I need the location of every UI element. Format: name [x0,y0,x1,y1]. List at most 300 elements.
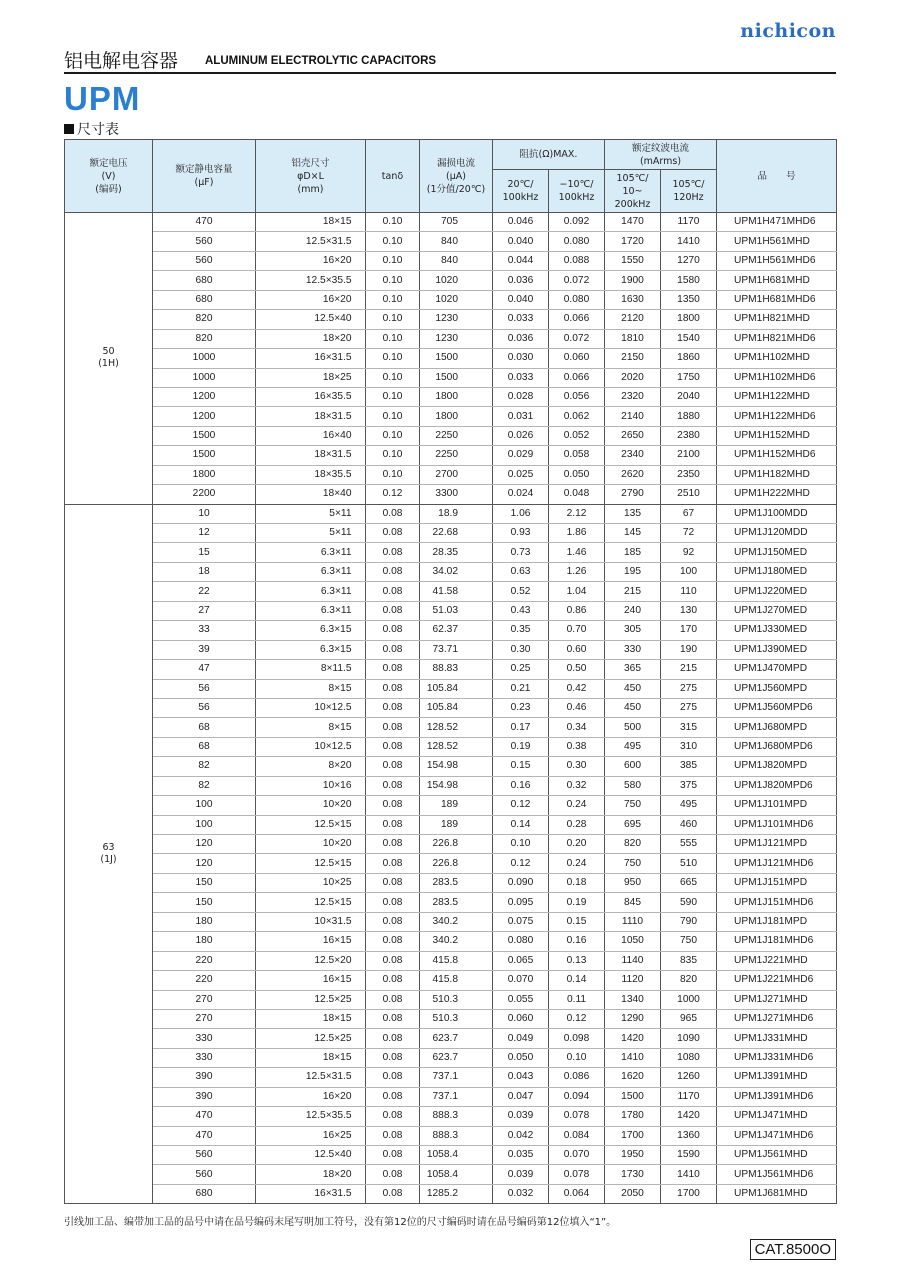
tan-delta-cell: 0.08 [366,1146,420,1165]
tan-delta-cell: 0.08 [366,621,420,640]
impedance-20c-cell: 0.070 [493,971,549,990]
part-number-cell: UPM1H821MHD6 [717,329,837,348]
case-size-cell-value: 16×20 [322,255,352,267]
tan-delta-cell: 0.08 [366,1029,420,1048]
capacitance-cell: 820 [153,310,256,329]
part-number-cell: UPM1H122MHD6 [717,407,837,426]
ripple-hf-cell: 240 [605,601,661,620]
ripple-120hz-cell: 100 [661,562,717,581]
impedance-minus10c-cell: 0.058 [549,446,605,465]
tan-delta-cell: 0.08 [366,504,420,523]
impedance-20c-cell: 0.025 [493,465,549,484]
table-row [65,349,837,368]
leakage-cell: 888.3 [420,1107,493,1126]
impedance-minus10c-cell: 0.072 [549,271,605,290]
impedance-20c-cell: 0.090 [493,873,549,892]
case-size-cell [256,621,366,640]
impedance-minus10c-cell: 2.12 [549,504,605,523]
table-row [65,271,837,290]
leakage-cell: 510.3 [420,990,493,1009]
impedance-minus10c-cell: 0.10 [549,1048,605,1067]
leakage-cell: 1230 [420,329,493,348]
impedance-20c-cell: 0.080 [493,932,549,951]
leakage-cell: 510.3 [420,1009,493,1028]
capacitance-cell: 270 [153,990,256,1009]
col-case-size: 铝壳尺寸 φD×L (mm) [256,140,366,213]
impedance-minus10c-cell: 0.088 [549,251,605,270]
capacitance-cell: 12 [153,524,256,543]
impedance-minus10c-cell: 0.60 [549,640,605,659]
part-number-cell: UPM1J121MHD6 [717,854,837,873]
impedance-minus10c-cell: 0.066 [549,310,605,329]
part-number-cell: UPM1H122MHD [717,387,837,406]
impedance-20c-cell: 0.029 [493,446,549,465]
leakage-cell: 705 [420,213,493,232]
case-size-cell [256,271,366,290]
table-row [65,932,837,951]
tan-delta-cell: 0.10 [366,387,420,406]
tan-delta-cell: 0.08 [366,990,420,1009]
part-number-cell: UPM1J181MHD6 [717,932,837,951]
case-size-cell [256,912,366,931]
part-number-cell: UPM1J820MPD6 [717,776,837,795]
capacitance-cell: 180 [153,932,256,951]
table-row [65,698,837,717]
case-size-cell-value: 8×15 [328,721,352,733]
case-size-cell-value: 12.5×35.5 [305,1110,352,1122]
tan-delta-cell: 0.08 [366,971,420,990]
col-part-number: 品 号 [717,140,837,213]
leakage-cell: 22.68 [420,524,493,543]
impedance-20c-cell: 0.43 [493,601,549,620]
col-tan-delta: tanδ [366,140,420,213]
capacitance-cell: 330 [153,1029,256,1048]
leakage-cell: 623.7 [420,1029,493,1048]
impedance-minus10c-cell: 0.24 [549,796,605,815]
impedance-minus10c-cell: 0.092 [549,213,605,232]
ripple-hf-cell: 1700 [605,1126,661,1145]
leakage-cell: 226.8 [420,854,493,873]
ripple-120hz-cell: 1170 [661,213,717,232]
ripple-120hz-cell: 2040 [661,387,717,406]
impedance-20c-cell: 0.049 [493,1029,549,1048]
case-size-cell [256,873,366,892]
part-number-cell: UPM1H152MHD [717,426,837,445]
case-size-cell-value: 6.3×11 [320,585,352,597]
capacitance-cell: 15 [153,543,256,562]
impedance-minus10c-cell: 0.070 [549,1146,605,1165]
impedance-minus10c-cell: 0.34 [549,718,605,737]
case-size-cell-value: 5×11 [329,527,352,539]
part-number-cell: UPM1J471MHD [717,1107,837,1126]
ripple-120hz-cell: 310 [661,737,717,756]
ripple-hf-cell: 750 [605,854,661,873]
ripple-hf-cell: 215 [605,582,661,601]
part-number-cell: UPM1J331MHD [717,1029,837,1048]
capacitance-cell: 330 [153,1048,256,1067]
case-size-cell [256,679,366,698]
tan-delta-cell: 0.08 [366,854,420,873]
part-number-cell: UPM1J681MHD [717,1184,837,1203]
square-bullet-icon [64,124,74,134]
case-size-cell [256,387,366,406]
impedance-20c-cell: 0.15 [493,757,549,776]
ripple-120hz-cell: 385 [661,757,717,776]
ripple-120hz-cell: 1860 [661,349,717,368]
case-size-cell-value: 8×20 [328,760,352,772]
capacitance-cell: 680 [153,290,256,309]
tan-delta-cell: 0.08 [366,1126,420,1145]
capacitance-cell: 22 [153,582,256,601]
impedance-minus10c-cell: 0.15 [549,912,605,931]
impedance-minus10c-cell: 0.50 [549,660,605,679]
ripple-hf-cell: 2050 [605,1184,661,1203]
table-row [65,582,837,601]
leakage-cell: 1058.4 [420,1146,493,1165]
ripple-hf-cell: 1950 [605,1146,661,1165]
col-leakage-current: 漏损电流 (μA) (1分值/20℃) [420,140,493,213]
impedance-20c-cell: 0.024 [493,485,549,504]
case-size-cell [256,796,366,815]
case-size-cell-value: 6.3×11 [320,546,352,558]
leakage-cell: 283.5 [420,893,493,912]
tan-delta-cell: 0.10 [366,213,420,232]
impedance-20c-cell: 1.06 [493,504,549,523]
capacitance-cell: 680 [153,271,256,290]
capacitance-cell: 1200 [153,407,256,426]
ripple-120hz-cell: 315 [661,718,717,737]
tan-delta-cell: 0.10 [366,349,420,368]
capacitance-cell: 470 [153,1126,256,1145]
impedance-minus10c-cell: 0.11 [549,990,605,1009]
impedance-minus10c-cell: 0.32 [549,776,605,795]
ripple-120hz-cell: 275 [661,679,717,698]
tan-delta-cell: 0.10 [366,407,420,426]
case-size-cell-value: 12.5×40 [314,1149,352,1161]
footnote: 引线加工品、编带加工品的品号中请在品号编码末尾写明加工符号，没有第12位的尺寸编码时请在品号编码第12位填入“1”。 [64,1217,617,1228]
ripple-hf-cell: 2620 [605,465,661,484]
col-ripple-105c-hf: 105℃/ 10~ 200kHz [605,170,661,213]
table-row [65,1029,837,1048]
tan-delta-cell: 0.08 [366,835,420,854]
ripple-hf-cell: 1410 [605,1048,661,1067]
capacitance-cell: 390 [153,1087,256,1106]
ripple-120hz-cell: 665 [661,873,717,892]
case-size-cell [256,1184,366,1203]
ripple-120hz-cell: 1410 [661,1165,717,1184]
table-row [65,213,837,232]
leakage-cell: 2250 [420,426,493,445]
case-size-cell [256,582,366,601]
ripple-120hz-cell: 1800 [661,310,717,329]
case-size-cell-value: 18×20 [322,332,352,344]
table-row [65,543,837,562]
capacitance-cell: 120 [153,835,256,854]
part-number-cell: UPM1J271MHD6 [717,1009,837,1028]
tan-delta-cell: 0.10 [366,446,420,465]
capacitance-cell: 82 [153,757,256,776]
tan-delta-cell: 0.10 [366,329,420,348]
leakage-cell: 840 [420,232,493,251]
table-row [65,1146,837,1165]
ripple-120hz-cell: 110 [661,582,717,601]
impedance-20c-cell: 0.047 [493,1087,549,1106]
col-ripple-105c-120hz: 105℃/ 120Hz [661,170,717,213]
table-row [65,1009,837,1028]
leakage-cell: 28.35 [420,543,493,562]
ripple-hf-cell: 2150 [605,349,661,368]
impedance-20c-cell: 0.12 [493,796,549,815]
case-size-cell [256,232,366,251]
case-size-cell [256,776,366,795]
case-size-cell-value: 18×15 [322,216,352,228]
table-row [65,329,837,348]
leakage-cell: 1285.2 [420,1184,493,1203]
part-number-cell: UPM1J101MHD6 [717,815,837,834]
impedance-20c-cell: 0.036 [493,271,549,290]
part-number-cell: UPM1H152MHD6 [717,446,837,465]
case-size-cell-value: 16×20 [322,1090,352,1102]
ripple-120hz-cell: 130 [661,601,717,620]
case-size-cell-value: 6.3×11 [320,604,352,616]
impedance-minus10c-cell: 0.080 [549,232,605,251]
part-number-cell: UPM1H222MHD [717,485,837,504]
table-row [65,524,837,543]
impedance-20c-cell: 0.060 [493,1009,549,1028]
case-size-cell-value: 10×20 [322,799,352,811]
capacitance-cell: 33 [153,621,256,640]
ripple-120hz-cell: 92 [661,543,717,562]
capacitance-cell: 27 [153,601,256,620]
capacitance-cell: 680 [153,1184,256,1203]
case-size-cell-value: 5×11 [329,507,352,519]
table-row [65,815,837,834]
part-number-cell: UPM1H681MHD [717,271,837,290]
ripple-120hz-cell: 1000 [661,990,717,1009]
ripple-hf-cell: 845 [605,893,661,912]
case-size-cell-value: 16×35.5 [314,391,352,403]
capacitance-cell: 1200 [153,387,256,406]
impedance-20c-cell: 0.19 [493,737,549,756]
impedance-minus10c-cell: 0.46 [549,698,605,717]
page-header [64,46,836,74]
leakage-cell: 415.8 [420,971,493,990]
capacitance-cell: 220 [153,951,256,970]
capacitance-cell: 1000 [153,349,256,368]
impedance-minus10c-cell: 0.086 [549,1068,605,1087]
impedance-20c-cell: 0.026 [493,426,549,445]
leakage-cell: 62.37 [420,621,493,640]
impedance-minus10c-cell: 0.24 [549,854,605,873]
case-size-cell [256,932,366,951]
case-size-cell [256,1165,366,1184]
case-size-cell [256,640,366,659]
ripple-120hz-cell: 510 [661,854,717,873]
impedance-minus10c-cell: 0.30 [549,757,605,776]
ripple-120hz-cell: 72 [661,524,717,543]
tan-delta-cell: 0.08 [366,1068,420,1087]
tan-delta-cell: 0.08 [366,718,420,737]
capacitance-cell: 1000 [153,368,256,387]
part-number-cell: UPM1J391MHD [717,1068,837,1087]
ripple-120hz-cell: 1270 [661,251,717,270]
table-row [65,757,837,776]
tan-delta-cell: 0.10 [366,426,420,445]
case-size-cell [256,426,366,445]
capacitance-cell: 56 [153,679,256,698]
ripple-120hz-cell: 1420 [661,1107,717,1126]
ripple-hf-cell: 1110 [605,912,661,931]
case-size-cell [256,854,366,873]
part-number-cell: UPM1H102MHD [717,349,837,368]
part-number-cell: UPM1H561MHD [717,232,837,251]
case-size-cell [256,1029,366,1048]
case-size-cell [256,1087,366,1106]
capacitance-cell: 470 [153,213,256,232]
ripple-120hz-cell: 275 [661,698,717,717]
leakage-cell: 737.1 [420,1087,493,1106]
capacitance-cell: 560 [153,1165,256,1184]
tan-delta-cell: 0.08 [366,893,420,912]
ripple-hf-cell: 135 [605,504,661,523]
capacitance-cell: 150 [153,873,256,892]
part-number-cell: UPM1H561MHD6 [717,251,837,270]
case-size-cell-value: 12.5×31.5 [305,235,352,247]
table-row [65,465,837,484]
part-number-cell: UPM1H471MHD6 [717,213,837,232]
capacitance-cell: 56 [153,698,256,717]
part-number-cell: UPM1J221MHD6 [717,971,837,990]
impedance-minus10c-cell: 0.064 [549,1184,605,1203]
impedance-minus10c-cell: 0.42 [549,679,605,698]
case-size-cell-value: 10×16 [322,779,352,791]
dimension-table [64,139,837,1204]
case-size-cell-value: 18×15 [322,1013,352,1025]
impedance-20c-cell: 0.032 [493,1184,549,1203]
leakage-cell: 1800 [420,387,493,406]
case-size-cell-value: 10×25 [322,877,352,889]
ripple-hf-cell: 1050 [605,932,661,951]
leakage-cell: 1058.4 [420,1165,493,1184]
ripple-hf-cell: 2020 [605,368,661,387]
part-number-cell: UPM1J151MHD6 [717,893,837,912]
catalog-number: CAT.8500O [750,1239,836,1260]
case-size-cell-value: 18×25 [322,371,352,383]
ripple-120hz-cell: 820 [661,971,717,990]
part-number-cell: UPM1H182MHD [717,465,837,484]
tan-delta-cell: 0.08 [366,1009,420,1028]
capacitance-cell: 120 [153,854,256,873]
tan-delta-cell: 0.08 [366,1184,420,1203]
ripple-hf-cell: 695 [605,815,661,834]
impedance-minus10c-cell: 0.084 [549,1126,605,1145]
impedance-minus10c-cell: 1.46 [549,543,605,562]
ripple-hf-cell: 145 [605,524,661,543]
ripple-hf-cell: 1900 [605,271,661,290]
voltage-value: 63 [102,841,115,853]
case-size-cell [256,718,366,737]
impedance-20c-cell: 0.044 [493,251,549,270]
ripple-hf-cell: 1420 [605,1029,661,1048]
case-size-cell-value: 18×20 [322,1168,352,1180]
capacitance-cell: 560 [153,1146,256,1165]
impedance-minus10c-cell: 1.26 [549,562,605,581]
table-body [65,213,837,1204]
impedance-minus10c-cell: 0.86 [549,601,605,620]
leakage-cell: 1020 [420,290,493,309]
case-size-cell-value: 16×20 [322,293,352,305]
table-row [65,951,837,970]
capacitance-cell: 560 [153,232,256,251]
capacitance-cell: 39 [153,640,256,659]
capacitance-cell: 68 [153,737,256,756]
tan-delta-cell: 0.08 [366,1087,420,1106]
case-size-cell-value: 18×35.5 [314,468,352,480]
leakage-cell: 888.3 [420,1126,493,1145]
impedance-20c-cell: 0.035 [493,1146,549,1165]
case-size-cell [256,698,366,717]
part-number-cell: UPM1J390MED [717,640,837,659]
part-number-cell: UPM1J680MPD6 [717,737,837,756]
ripple-hf-cell: 1630 [605,290,661,309]
table-row [65,426,837,445]
tan-delta-cell: 0.10 [366,310,420,329]
tan-delta-cell: 0.08 [366,1048,420,1067]
impedance-20c-cell: 0.046 [493,213,549,232]
capacitance-cell: 270 [153,1009,256,1028]
part-number-cell: UPM1J270MED [717,601,837,620]
leakage-cell: 88.83 [420,660,493,679]
ripple-hf-cell: 2320 [605,387,661,406]
ripple-120hz-cell: 1540 [661,329,717,348]
capacitance-cell: 82 [153,776,256,795]
capacitance-cell: 100 [153,815,256,834]
ripple-hf-cell: 600 [605,757,661,776]
case-size-cell-value: 10×31.5 [314,915,352,927]
part-number-cell: UPM1J560MPD [717,679,837,698]
impedance-20c-cell: 0.52 [493,582,549,601]
impedance-20c-cell: 0.033 [493,368,549,387]
part-number-cell: UPM1J680MPD [717,718,837,737]
impedance-20c-cell: 0.30 [493,640,549,659]
ripple-hf-cell: 1720 [605,232,661,251]
impedance-20c-cell: 0.12 [493,854,549,873]
case-size-cell-value: 10×12.5 [314,741,352,753]
case-size-cell [256,990,366,1009]
leakage-cell: 623.7 [420,1048,493,1067]
impedance-minus10c-cell: 0.078 [549,1107,605,1126]
impedance-minus10c-cell: 0.14 [549,971,605,990]
table-row [65,621,837,640]
leakage-cell: 105.84 [420,698,493,717]
voltage-cell [65,213,153,505]
leakage-cell: 1020 [420,271,493,290]
tan-delta-cell: 0.08 [366,679,420,698]
table-row [65,912,837,931]
part-number-cell: UPM1J470MPD [717,660,837,679]
table-row [65,971,837,990]
leakage-cell: 283.5 [420,873,493,892]
ripple-hf-cell: 450 [605,698,661,717]
impedance-20c-cell: 0.63 [493,562,549,581]
case-size-cell [256,1126,366,1145]
table-row [65,679,837,698]
tan-delta-cell: 0.10 [366,290,420,309]
table-row [65,854,837,873]
case-size-cell-value: 16×31.5 [314,352,352,364]
capacitance-cell: 1500 [153,426,256,445]
col-impedance: 阻抗(Ω)MAX. [493,140,605,170]
